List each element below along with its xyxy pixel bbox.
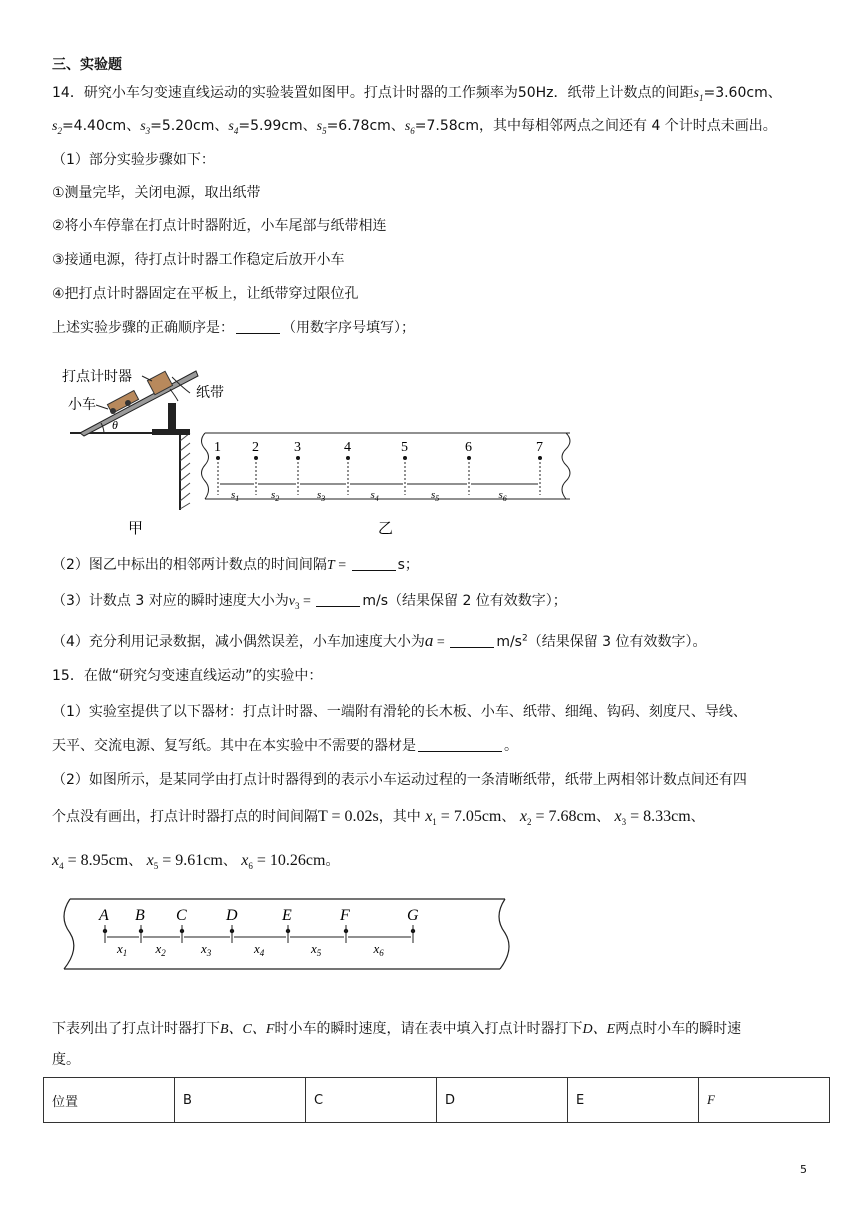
tape-label: 纸带 (196, 386, 224, 401)
q14-part4: （4）充分利用记录数据，减小偶然误差，小车加速度大小为$a = m/s^2$（结果保留 3 位有效数字）。 (52, 631, 707, 650)
part3-prefix: （3）计数点 3 对应的瞬时速度大小为 (52, 593, 289, 609)
timer-label: 打点计时器 (62, 370, 132, 385)
tape1-span-label: $s_5$ (431, 489, 440, 503)
q14-part3: （3）计数点 3 对应的瞬时速度大小为$v_3 = m/s$（结果保留 2 位有效数字）； (52, 593, 567, 611)
tape2-span-label: $x_1$ (117, 941, 128, 958)
tape2-point-label: A (99, 907, 109, 924)
table-cell-f: F (699, 1078, 830, 1123)
table-intro-a: 下表列出了打点计时器打下 (52, 1021, 220, 1037)
s4-symbol: $s_4$ (228, 119, 239, 136)
part3-var: v (288, 594, 295, 609)
s5-value: =6.78cm、 (326, 118, 405, 134)
q14-part1-heading: （1）部分实验步骤如下： (52, 152, 215, 168)
s6-value: =7.58cm，其中每相邻两点之间还有 4 个计时点未画出。 (414, 118, 777, 134)
tape1-point-label: 1 (214, 440, 221, 455)
order-answer-blank[interactable] (236, 319, 280, 334)
table-cell-e: E (568, 1078, 699, 1123)
x5-value: = 9.61cm (162, 852, 223, 869)
q14-intro-line1 (52, 83, 782, 104)
table-intro-line1 (52, 1019, 741, 1040)
tape1-point-label: 7 (536, 440, 543, 455)
q14-intro-text: 14．研究小车匀变速直线运动的实验装置如图甲。打点计时器的工作频率为50Hz．纸带上计数点的间距 (52, 85, 694, 101)
x4-value: = 8.95cm (67, 852, 129, 869)
s3-symbol: $s_3$ (140, 119, 151, 136)
table-intro-e: 两点时小车的瞬时速 (615, 1021, 742, 1037)
q14-step-4: ④把打点计时器固定在平板上，让纸带穿过限位孔 (52, 286, 359, 302)
tape1-point-label: 6 (465, 440, 472, 455)
q14-step-1: ①测量完毕，关闭电源，取出纸带 (52, 185, 261, 201)
q14-intro-line2 (52, 116, 777, 137)
s4-value: =5.99cm、 (238, 118, 317, 134)
cart-label: 小车 (68, 398, 96, 413)
s6-symbol: $s_6$ (404, 119, 415, 136)
part2-prefix: （2）图乙中标出的相邻两计数点的时间间隔 (52, 557, 327, 573)
table-row (44, 1078, 830, 1123)
part2b-prefix: 个点没有画出，打点计时器打点的时间间隔 (52, 809, 318, 825)
tape1-point-label: 2 (252, 440, 259, 455)
q15-part2-line2: 个点没有画出，打点计时器打点的时间间隔T = 0.02s，其中 $x_1 = 7.05cm$、 $x_2 = 7.68cm$、 $x_3 = 8.33cm$、 (52, 808, 705, 828)
part3-answer-blank[interactable] (316, 592, 360, 607)
caption-yi: 乙 (378, 521, 394, 537)
tape2-points (98, 907, 419, 958)
q15-part1-line1: （1）实验室提供了以下器材：打点计时器、一端附有滑轮的长木板、小车、纸带、细绳、钩码、刻度尺、导线、 (52, 704, 747, 720)
part2-var: T (326, 558, 335, 573)
s1-value: =3.60cm、 (703, 85, 782, 101)
q15-part1-line2: 天平、交流电源、复写纸。其中在本实验中不需要的器材是 。 (52, 738, 518, 754)
table-cell-d: D (437, 1078, 568, 1123)
q15-part2-line3: $x_4 = 8.95cm$、 $x_5 = 9.61cm$、 $x_6 = 10.26cm$。 (52, 852, 340, 872)
table-intro-c: 时小车的瞬时速度，请在表中填入打点计时器打下 (274, 1021, 583, 1037)
order-suffix: （用数字序号填写）； (282, 320, 415, 336)
x2-value: = 7.68cm (535, 808, 597, 825)
part3-suffix: m/s（结果保留 2 位有效数字）； (362, 593, 567, 609)
tape1-span-label: $s_6$ (498, 489, 507, 503)
table-cell-c: C (306, 1078, 437, 1123)
q15-title: 15．在做“研究匀变速直线运动”的实验中： (52, 668, 323, 684)
tape2-point-label: C (176, 907, 187, 924)
part2b-mid: ，其中 (378, 809, 421, 825)
tape2-point-label: B (135, 907, 145, 924)
tape2-span-label: $x_5$ (311, 941, 322, 958)
tape2-span-label: $x_4$ (254, 941, 265, 958)
part4-suffix: （结果保留 3 位有效数字）。 (527, 634, 707, 650)
table-intro-b: B、C、F (220, 1022, 275, 1037)
part4-prefix: （4）充分利用记录数据，减小偶然误差，小车加速度大小为 (52, 634, 425, 650)
tape1-point-label: 3 (294, 440, 301, 455)
part4-answer-blank[interactable] (450, 633, 494, 648)
page-number: 5 (800, 1163, 807, 1176)
T-value: T = 0.02s (318, 808, 379, 825)
tape1-point-label: 5 (401, 440, 408, 455)
tape2-point-label: F (340, 907, 350, 924)
table-intro-line2: 度。 (52, 1052, 80, 1068)
s2-value: =4.40cm、 (61, 118, 141, 134)
s2-symbol: $s_2$ (52, 119, 62, 136)
velocity-table (43, 1077, 830, 1123)
q14-part2: （2）图乙中标出的相邻两计数点的时间间隔T = s； (52, 557, 419, 573)
tape1-span-label: $s_4$ (370, 489, 379, 503)
part1b-text: 天平、交流电源、复写纸。其中在本实验中不需要的器材是 (52, 738, 416, 754)
part4-var: a (424, 631, 434, 650)
s3-value: =5.20cm、 (150, 118, 229, 134)
tape2-point-label: E (282, 907, 292, 924)
part3-sub: 3 (294, 600, 300, 611)
table-intro-d: D、E (582, 1022, 616, 1037)
tape1-span-label: $s_1$ (231, 489, 240, 503)
tape2-point-label: G (407, 907, 419, 924)
q14-step-3: ③接通电源，待打点计时器工作稳定后放开小车 (52, 252, 345, 268)
tape2-point-label: D (226, 907, 238, 924)
tape1-points (214, 440, 543, 503)
part2-answer-blank[interactable] (352, 556, 396, 571)
q14-order-line (52, 318, 415, 338)
q15-tape-figure (0, 895, 860, 985)
q14-step-2: ②将小车停靠在打点计时器附近，小车尾部与纸带相连 (52, 218, 387, 234)
part4-unit: m/s (496, 634, 522, 650)
part2-suffix: s； (397, 557, 419, 573)
table-cell-position: 位置 (44, 1078, 175, 1123)
caption-jia: 甲 (128, 521, 144, 537)
x3-value: = 8.33cm (630, 808, 691, 825)
q15-part2-line1: （2）如图所示，是某同学由打点计时器得到的表示小车运动过程的一条清晰纸带，纸带上两相邻计数点间还有四 (52, 772, 747, 788)
q14-figure (0, 345, 860, 545)
angle-theta: θ (112, 418, 118, 432)
tape1-point-label: 4 (344, 440, 351, 455)
tape2-span-label: $x_3$ (201, 941, 212, 958)
tape1-span-label: $s_3$ (317, 489, 326, 503)
table-cell-b: B (175, 1078, 306, 1123)
s5-symbol: $s_5$ (316, 119, 327, 136)
x6-value: = 10.26cm (256, 852, 326, 869)
tape2-span-label: $x_2$ (155, 941, 166, 958)
tape2-span-label: $x_6$ (373, 941, 384, 958)
order-prefix: 上述实验步骤的正确顺序是： (52, 320, 234, 336)
s1-symbol: $s_1$ (693, 86, 704, 103)
incline-apparatus (70, 371, 198, 510)
section-title: 三、实验题 (52, 57, 122, 73)
tape1-span-label: $s_2$ (271, 489, 280, 503)
x1-value: = 7.05cm (440, 808, 502, 825)
q15-equipment-blank[interactable] (418, 737, 502, 752)
